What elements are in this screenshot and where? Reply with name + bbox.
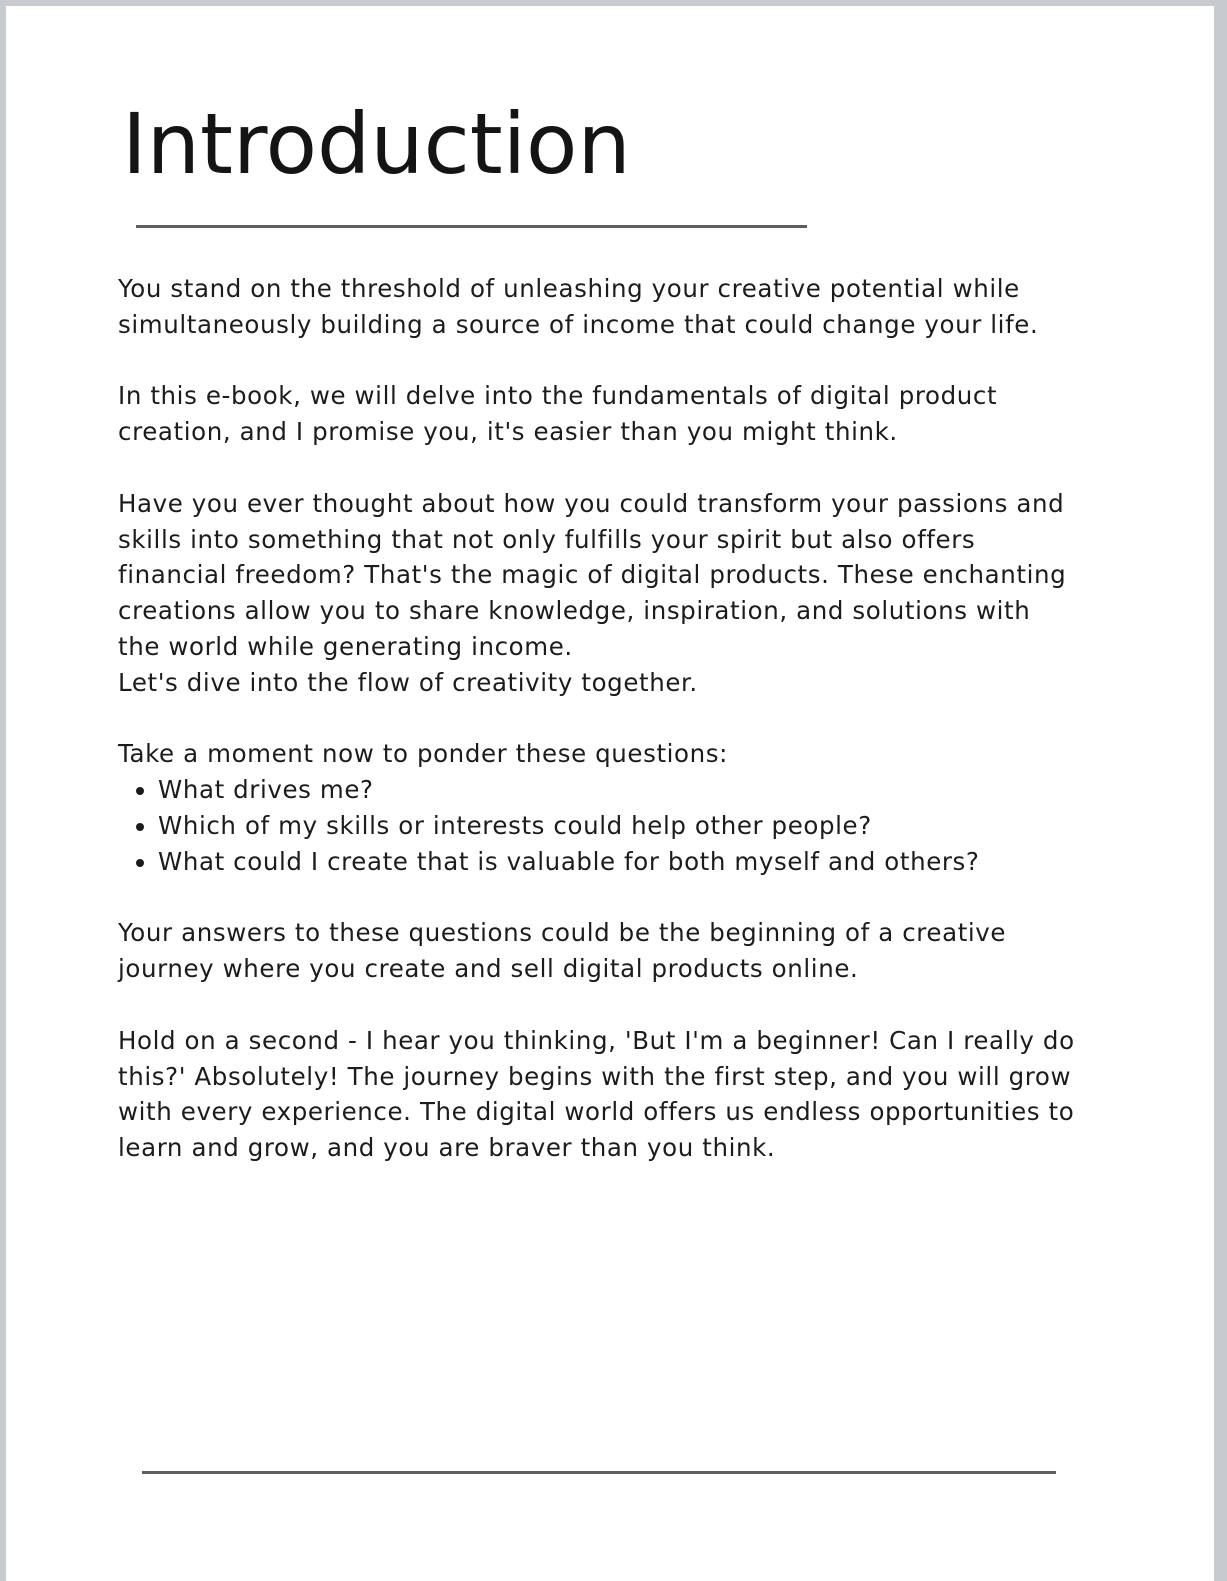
paragraph-dive: Let's dive into the flow of creativity together. (118, 667, 698, 697)
paragraph-passions: Have you ever thought about how you could transform your passions and skills into something that not only fulfills your spirit but also offers financial freedom? That's the magic of digital products. These enchanting creations allow you to share knowledge, inspiration, and solutions with the world while generating income. (118, 488, 1067, 661)
list-item: • What could I create that is valuable for both myself and others? (158, 844, 1078, 880)
title-divider (136, 225, 807, 228)
paragraph-ebook: In this e-book, we will delve into the fundamentals of digital product creation, and I promise you, it's easier than you might think. (118, 381, 998, 447)
list-item: • What drives me? (158, 772, 1078, 808)
paragraph-questions-intro: Take a moment now to ponder these questions: (118, 739, 728, 769)
page-title: Introduction (122, 95, 631, 193)
document-page (6, 6, 1214, 1581)
paragraph-intro: You stand on the threshold of unleashing your creative potential while simultaneously building a source of income that could change your life. (118, 274, 1039, 339)
paragraph-answers: Your answers to these questions could be the beginning of a creative journey where you create and sell digital products online. (118, 918, 1007, 984)
list-item: • Which of my skills or interests could help other people? (158, 808, 1078, 844)
paragraph-beginner: Hold on a second - I hear you thinking, 'But I'm a beginner! Can I really do this?' Absolutely! The journey begins with the first step, and you will grow with every experience. The digital world offers us endless opportunities to learn and grow, and you are braver than you think. (118, 1025, 1075, 1163)
questions-list (118, 772, 1078, 879)
footer-divider (142, 1471, 1056, 1474)
body-text (118, 271, 1078, 1202)
